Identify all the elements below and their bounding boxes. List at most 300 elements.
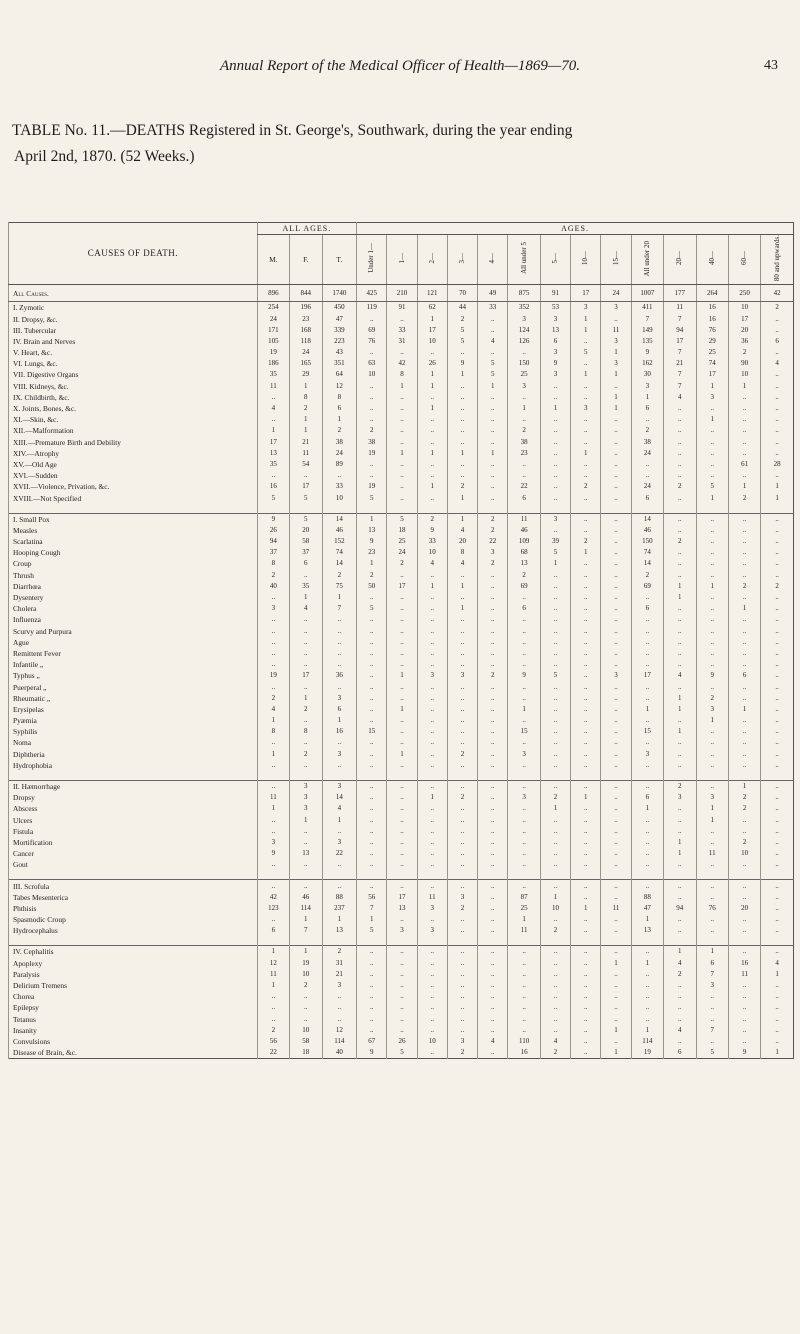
table-cell: .. [728, 659, 760, 670]
table-cell: .. [631, 1014, 663, 1025]
table-cell: .. [357, 803, 387, 814]
table-cell: .. [322, 614, 357, 625]
table-cell: .. [357, 614, 387, 625]
table-cell: .. [571, 437, 601, 448]
table-row [9, 1025, 794, 1036]
table-cell: .. [357, 969, 387, 980]
table-cell: .. [387, 826, 417, 837]
table-cell: .. [508, 1014, 540, 1025]
table-cell: 11 [257, 969, 289, 980]
gap-cell [387, 870, 417, 880]
table-cell: .. [478, 958, 508, 969]
table-cell: .. [417, 749, 447, 760]
table-cell: .. [257, 815, 289, 826]
table-cell: .. [761, 693, 794, 704]
table-cell: .. [357, 670, 387, 681]
table-cell: 64 [322, 369, 357, 380]
table-cell: 14 [322, 558, 357, 569]
table-cell: .. [417, 1047, 447, 1059]
table-cell: .. [357, 648, 387, 659]
table-cell: .. [357, 681, 387, 692]
table-cell: 351 [322, 358, 357, 369]
table-cell: 1 [322, 715, 357, 726]
table-cell: .. [728, 614, 760, 625]
table-cell: 1 [257, 803, 289, 814]
table-cell: .. [508, 880, 540, 892]
table-cell: .. [631, 614, 663, 625]
table-cell: .. [601, 815, 631, 826]
table-cell: .. [728, 525, 760, 536]
table-cell: .. [417, 592, 447, 603]
table-cell: .. [631, 693, 663, 704]
table-cell: 33 [322, 481, 357, 492]
table-cell: .. [696, 536, 728, 547]
table-cell: .. [478, 737, 508, 748]
table-cell: .. [728, 558, 760, 569]
table-cell: 23 [357, 547, 387, 558]
table-cell: .. [290, 760, 322, 771]
table-row [9, 414, 794, 425]
table-cell: .. [447, 693, 477, 704]
table-cell: .. [387, 726, 417, 737]
table-cell: .. [761, 381, 794, 392]
table-cell: .. [290, 681, 322, 692]
table-cell: 1 [357, 558, 387, 569]
table-cell: 9 [357, 536, 387, 547]
table-cell: .. [761, 603, 794, 614]
table-cell: .. [322, 681, 357, 692]
table-cell: 2 [728, 347, 760, 358]
gap-cell [322, 936, 357, 946]
table-cell: 35 [257, 459, 289, 470]
caption-line-1: TABLE No. 11.—DEATHS Registered in St. George's, Southwark, during the year ending [12, 122, 573, 139]
table-cell: .. [357, 880, 387, 892]
table-cell: 9 [447, 358, 477, 369]
table-cell: 2 [478, 525, 508, 536]
table-cell: .. [357, 826, 387, 837]
table-cell: 56 [257, 1036, 289, 1047]
table-cell: 2 [728, 581, 760, 592]
gap-cell [508, 936, 540, 946]
table-cell: .. [696, 614, 728, 625]
table-cell: .. [322, 648, 357, 659]
table-cell: .. [447, 403, 477, 414]
table-cell: .. [631, 815, 663, 826]
cause-label: X. Joints, Bones, &c. [9, 403, 258, 414]
table-cell: .. [387, 815, 417, 826]
age-col-header: 5— [540, 235, 570, 285]
table-cell: 5 [290, 513, 322, 525]
table-row [9, 803, 794, 814]
table-cell: .. [631, 760, 663, 771]
table-cell: .. [696, 448, 728, 459]
table-cell: 5 [357, 492, 387, 503]
table-cell: .. [447, 592, 477, 603]
table-cell: .. [631, 826, 663, 837]
table-cell: 3 [322, 693, 357, 704]
table-cell: .. [601, 914, 631, 925]
table-cell: 2 [357, 425, 387, 436]
table-cell: .. [387, 760, 417, 771]
table-cell: 1 [571, 792, 601, 803]
table-cell: .. [357, 347, 387, 358]
table-cell: .. [478, 1025, 508, 1036]
table-cell: 47 [631, 903, 663, 914]
table-cell: 2 [447, 903, 477, 914]
table-cell: 1 [601, 369, 631, 380]
table-cell: 6 [696, 958, 728, 969]
table-cell: 1 [290, 693, 322, 704]
table-cell: .. [601, 946, 631, 958]
age-col-header: 15— [601, 235, 631, 285]
table-cell: 2 [664, 780, 696, 792]
table-cell: .. [664, 614, 696, 625]
running-head: Annual Report of the Medical Officer of Health—1869—70. [220, 58, 580, 74]
table-row [9, 325, 794, 336]
table-cell: .. [540, 958, 570, 969]
table-cell: 1 [664, 946, 696, 958]
table-cell: 14 [322, 513, 357, 525]
table-cell: .. [478, 837, 508, 848]
table-cell: .. [478, 826, 508, 837]
table-cell: 1 [257, 980, 289, 991]
table-cell: .. [478, 1014, 508, 1025]
table-cell: .. [761, 659, 794, 670]
table-cell: .. [601, 581, 631, 592]
table-cell: .. [387, 980, 417, 991]
table-cell: .. [601, 536, 631, 547]
table-cell: .. [571, 958, 601, 969]
table-cell: 29 [696, 336, 728, 347]
table-cell: .. [508, 659, 540, 670]
table-cell: .. [257, 392, 289, 403]
table-cell: 1 [322, 914, 357, 925]
cause-label: Diarrhœa [9, 581, 258, 592]
table-cell: 40 [257, 581, 289, 592]
table-cell: .. [571, 414, 601, 425]
table-cell: 94 [664, 903, 696, 914]
table-cell: .. [540, 492, 570, 503]
table-cell: .. [508, 780, 540, 792]
table-cell: .. [357, 980, 387, 991]
table-cell: .. [761, 392, 794, 403]
table-cell: .. [761, 626, 794, 637]
table-cell: .. [257, 592, 289, 603]
table-cell: 3 [290, 792, 322, 803]
table-cell: .. [696, 726, 728, 737]
table-cell: .. [601, 693, 631, 704]
table-cell: .. [447, 470, 477, 481]
table-cell: .. [417, 969, 447, 980]
table-cell: 3 [571, 403, 601, 414]
table-cell: 3 [601, 358, 631, 369]
table-cell: .. [387, 792, 417, 803]
table-cell: 123 [257, 903, 289, 914]
table-cell: 19 [357, 481, 387, 492]
table-cell: 17 [571, 285, 601, 302]
cause-label: Convulsions [9, 1036, 258, 1047]
table-cell: 1 [631, 958, 663, 969]
table-row [9, 780, 794, 792]
table-cell: 28 [761, 459, 794, 470]
table-cell: 3 [540, 513, 570, 525]
table-cell: 210 [387, 285, 417, 302]
table-cell: .. [387, 1025, 417, 1036]
table-cell: 1 [290, 425, 322, 436]
table-cell: .. [540, 626, 570, 637]
table-cell: .. [664, 547, 696, 558]
table-cell: .. [571, 737, 601, 748]
table-row [9, 914, 794, 925]
table-cell: .. [631, 1002, 663, 1013]
table-cell: 11 [728, 969, 760, 980]
table-cell: .. [571, 1014, 601, 1025]
table-cell: .. [696, 1014, 728, 1025]
cause-label: Erysipelas [9, 704, 258, 715]
table-cell: .. [761, 325, 794, 336]
gap-cell [508, 504, 540, 514]
cause-label: Ulcers [9, 815, 258, 826]
table-cell: .. [601, 425, 631, 436]
gap-cell [478, 870, 508, 880]
table-cell: .. [387, 459, 417, 470]
table-cell: .. [571, 726, 601, 737]
table-cell: .. [696, 1002, 728, 1013]
table-cell: .. [540, 880, 570, 892]
table-cell: .. [631, 659, 663, 670]
table-row [9, 313, 794, 324]
table-cell: 25 [696, 347, 728, 358]
table-cell: 19 [257, 347, 289, 358]
table-cell: 11 [696, 848, 728, 859]
table-cell: 24 [601, 285, 631, 302]
table-cell: .. [664, 826, 696, 837]
table-cell: .. [601, 826, 631, 837]
caption-line-2: April 2nd, 1870. (52 Weeks.) [14, 148, 195, 165]
table-cell: .. [601, 659, 631, 670]
table-cell: .. [447, 347, 477, 358]
table-cell: .. [696, 648, 728, 659]
table-cell: .. [728, 1025, 760, 1036]
table-cell: .. [540, 780, 570, 792]
table-cell: .. [761, 1036, 794, 1047]
table-cell: .. [664, 1002, 696, 1013]
table-cell: .. [761, 347, 794, 358]
table-cell: .. [478, 414, 508, 425]
table-cell: 46 [508, 525, 540, 536]
table-cell: .. [761, 780, 794, 792]
table-cell: 15 [508, 726, 540, 737]
table-cell: .. [696, 513, 728, 525]
table-cell: 13 [508, 558, 540, 569]
table-cell: 30 [631, 369, 663, 380]
table-row [9, 1002, 794, 1013]
table-cell: .. [478, 914, 508, 925]
table-row [9, 614, 794, 625]
table-cell: .. [357, 637, 387, 648]
table-cell: 2 [290, 704, 322, 715]
table-row [9, 547, 794, 558]
table-cell: 9 [696, 670, 728, 681]
table-cell: .. [417, 614, 447, 625]
table-cell: .. [540, 437, 570, 448]
table-cell: 24 [322, 448, 357, 459]
table-cell: .. [357, 693, 387, 704]
table-cell: .. [417, 803, 447, 814]
table-cell: .. [761, 880, 794, 892]
table-cell: .. [601, 470, 631, 481]
table-cell: 1 [571, 448, 601, 459]
table-cell: 88 [322, 892, 357, 903]
table-cell: 15 [357, 726, 387, 737]
table-cell: .. [664, 637, 696, 648]
table-cell: 1 [540, 803, 570, 814]
table-cell: .. [540, 470, 570, 481]
table-cell: .. [728, 925, 760, 936]
table-cell: 3 [290, 803, 322, 814]
table-cell: 1 [728, 704, 760, 715]
table-cell: 237 [322, 903, 357, 914]
table-cell: 7 [696, 1025, 728, 1036]
table-cell: .. [696, 558, 728, 569]
table-cell: .. [696, 437, 728, 448]
table-cell: .. [257, 1002, 289, 1013]
gap-cell [761, 936, 794, 946]
table-row [9, 336, 794, 347]
table-cell: 223 [322, 336, 357, 347]
table-cell: .. [571, 693, 601, 704]
table-cell: .. [322, 470, 357, 481]
table-cell: 20 [728, 903, 760, 914]
table-cell: 844 [290, 285, 322, 302]
table-cell: 10 [290, 1025, 322, 1036]
table-cell: 8 [290, 392, 322, 403]
gap-cell [664, 504, 696, 514]
table-cell: .. [664, 403, 696, 414]
table-cell: .. [601, 492, 631, 503]
table-row [9, 946, 794, 958]
table-cell: .. [601, 313, 631, 324]
gap-cell [540, 504, 570, 514]
table-cell: .. [571, 760, 601, 771]
table-cell: 19 [290, 958, 322, 969]
table-cell: .. [540, 980, 570, 991]
table-cell: .. [508, 648, 540, 659]
table-cell: 1 [571, 325, 601, 336]
table-cell: .. [728, 414, 760, 425]
table-cell: 339 [322, 325, 357, 336]
table-cell: .. [417, 958, 447, 969]
table-cell: 10 [540, 903, 570, 914]
table-row [9, 481, 794, 492]
table-cell: 1 [696, 581, 728, 592]
table-cell: .. [257, 470, 289, 481]
table-cell: 8 [257, 558, 289, 569]
table-cell: 16 [696, 313, 728, 324]
table-cell: .. [387, 681, 417, 692]
table-cell: .. [571, 1025, 601, 1036]
table-cell: 9 [417, 525, 447, 536]
table-cell: .. [571, 991, 601, 1002]
table-cell: .. [357, 715, 387, 726]
table-cell: .. [540, 726, 570, 737]
table-row [9, 648, 794, 659]
table-cell: .. [728, 536, 760, 547]
table-row [9, 392, 794, 403]
table-cell: 165 [290, 358, 322, 369]
table-cell: .. [571, 925, 601, 936]
table-cell: .. [447, 848, 477, 859]
cause-label: Rheumatic „ [9, 693, 258, 704]
table-cell: .. [540, 459, 570, 470]
table-cell: 1 [601, 958, 631, 969]
table-cell: 254 [257, 302, 289, 314]
table-cell: .. [508, 837, 540, 848]
table-cell: 5 [447, 336, 477, 347]
table-cell: 1 [257, 715, 289, 726]
table-cell: .. [478, 991, 508, 1002]
table-row [9, 358, 794, 369]
table-cell: 1 [387, 381, 417, 392]
table-cell: .. [571, 637, 601, 648]
gap-cell [447, 771, 477, 781]
table-cell: .. [761, 892, 794, 903]
table-cell: .. [322, 880, 357, 892]
table-cell: 4 [761, 958, 794, 969]
table-cell: .. [508, 1025, 540, 1036]
table-cell: .. [664, 570, 696, 581]
table-cell: .. [387, 958, 417, 969]
table-cell: .. [571, 648, 601, 659]
table-cell: 3 [478, 547, 508, 558]
table-cell: 1 [387, 749, 417, 760]
table-cell: 7 [664, 313, 696, 324]
table-row [9, 826, 794, 837]
table-cell: 119 [357, 302, 387, 314]
table-cell: .. [761, 570, 794, 581]
gap-cell [387, 936, 417, 946]
table-cell: .. [447, 737, 477, 748]
table-cell: .. [357, 780, 387, 792]
table-cell: 4 [761, 358, 794, 369]
table-cell: 25 [387, 536, 417, 547]
table-cell: .. [290, 626, 322, 637]
table-cell: 5 [290, 492, 322, 503]
table-cell: .. [631, 848, 663, 859]
table-body [9, 285, 794, 1059]
gap-cell [9, 870, 258, 880]
table-cell: 1 [417, 403, 447, 414]
table-cell: 8 [290, 726, 322, 737]
table-cell: .. [478, 481, 508, 492]
table-cell: 2 [322, 570, 357, 581]
cause-label: Paralysis [9, 969, 258, 980]
table-cell: .. [322, 637, 357, 648]
table-row [9, 626, 794, 637]
table-cell: .. [631, 946, 663, 958]
table-cell: .. [601, 991, 631, 1002]
table-cell: .. [571, 659, 601, 670]
table-cell: 13 [357, 525, 387, 536]
table-cell: .. [761, 749, 794, 760]
table-cell: .. [761, 1002, 794, 1013]
table-cell: 53 [540, 302, 570, 314]
table-cell: .. [664, 659, 696, 670]
table-cell: .. [447, 648, 477, 659]
table-cell: .. [761, 369, 794, 380]
table-cell: 2 [257, 570, 289, 581]
table-cell: .. [540, 1014, 570, 1025]
